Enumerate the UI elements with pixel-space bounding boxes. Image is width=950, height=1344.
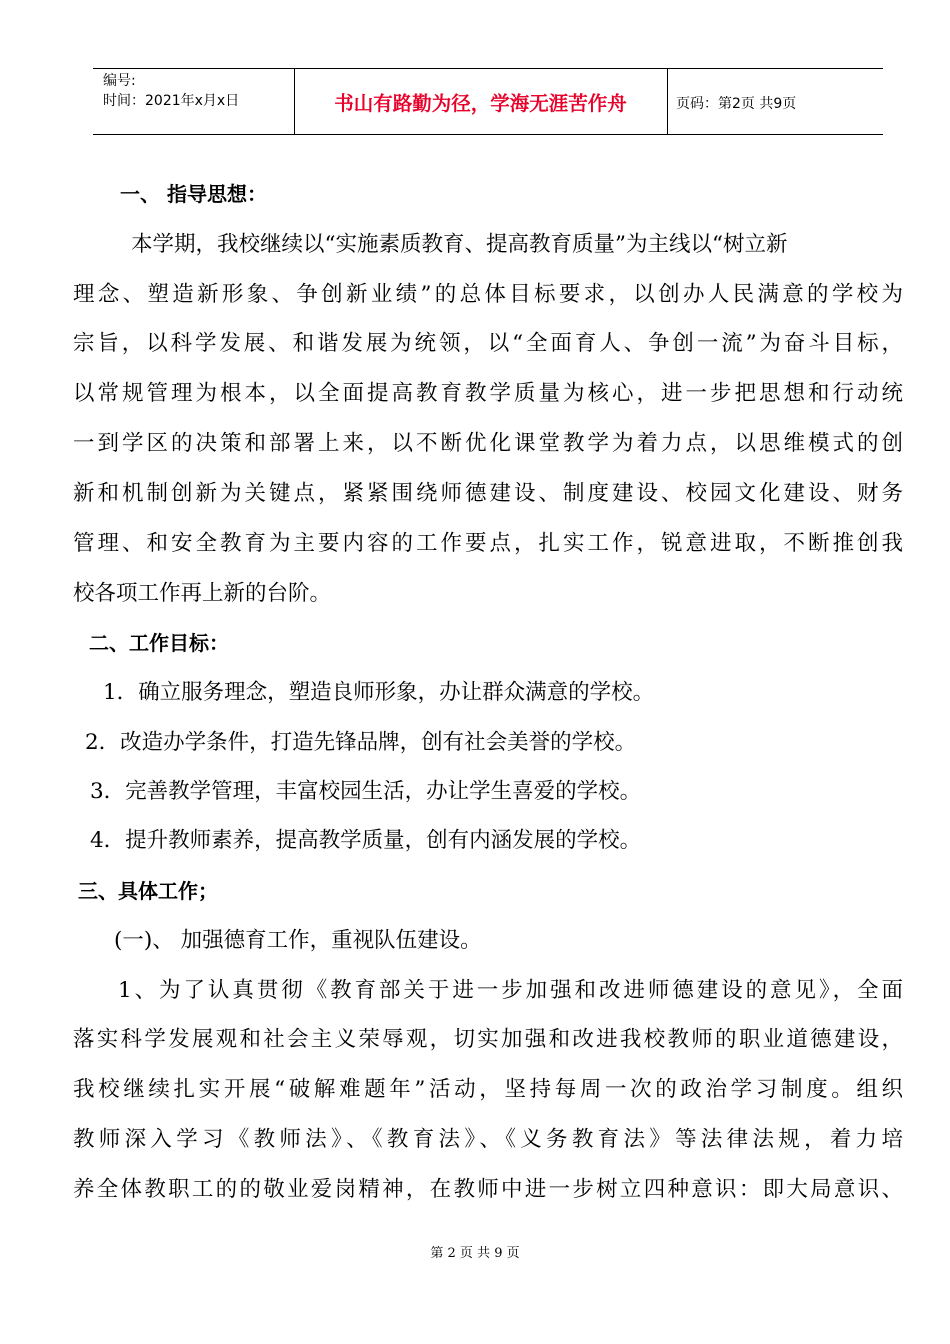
header-divider <box>667 69 668 134</box>
section-heading-work-goals: 二、工作目标： <box>89 631 229 655</box>
paragraph-line: 本学期，我校继续以“实施素质教育、提高教育质量”为主线以“树立新 <box>131 232 788 257</box>
document-number-label: 编号: <box>103 73 136 89</box>
goal-item: 4．提升教师素养，提高教学质量，创有内涵发展的学校。 <box>90 828 642 853</box>
paragraph-line: 1、为了认真贯彻《教育部关于进一步加强和改进师德建设的意见》，全面 <box>118 978 903 1003</box>
goal-item: 3．完善教学管理，丰富校园生活，办让学生喜爱的学校。 <box>90 779 642 804</box>
page-footer: 第 2 页 共 9 页 <box>430 1246 520 1261</box>
document-time-label: 时间：2021年x月x日 <box>103 93 240 109</box>
paragraph-line: 我校继续扎实开展“破解难题年”活动，坚持每周一次的政治学习制度。组织 <box>73 1077 903 1102</box>
goal-item: 2．改造办学条件，打造先锋品牌，创有社会美誉的学校。 <box>85 730 637 755</box>
paragraph-line: 理念、塑造新形象、争创新业绩”的总体目标要求，以创办人民满意的学校为 <box>73 282 903 307</box>
paragraph-line: 一到学区的决策和部署上来，以不断优化课堂教学为着力点，以思维模式的创 <box>73 431 903 456</box>
header-motto: 书山有路勤为径，学海无涯苦作舟 <box>334 92 627 115</box>
paragraph-line: 以常规管理为根本，以全面提高教育教学质量为核心，进一步把思想和行动统 <box>73 381 903 406</box>
subsection-heading: (一)、 加强德育工作，重视队伍建设。 <box>114 928 482 953</box>
paragraph-line: 宗旨，以科学发展、和谐发展为统领，以“全面育人、争创一流”为奋斗目标， <box>73 331 903 356</box>
paragraph-line: 落实科学发展观和社会主义荣辱观，切实加强和改进我校教师的职业道德建设， <box>73 1027 903 1052</box>
paragraph-line: 教师深入学习《教师法》、《教育法》、《义务教育法》等法律法规，着力培 <box>73 1127 903 1152</box>
paragraph-line: 养全体教职工的的敬业爱岗精神，在教师中进一步树立四种意识：即大局意识、 <box>73 1177 903 1202</box>
section-heading-guiding-ideology: 一、 指导思想： <box>120 182 267 206</box>
paragraph-line: 新和机制创新为关键点，紧紧围绕师德建设、制度建设、校园文化建设、财务 <box>73 481 903 506</box>
document-header <box>93 68 883 135</box>
header-meta <box>103 71 239 111</box>
goal-item: 1．确立服务理念，塑造良师形象，办让群众满意的学校。 <box>103 680 655 705</box>
paragraph-line: 管理、和安全教育为主要内容的工作要点，扎实工作，锐意进取，不断推创我 <box>73 531 903 556</box>
paragraph-line: 校各项工作再上新的台阶。 <box>73 581 332 606</box>
section-heading-specific-work: 三、具体工作； <box>78 879 218 903</box>
header-page-label: 页码：第2页 共9页 <box>676 96 797 112</box>
